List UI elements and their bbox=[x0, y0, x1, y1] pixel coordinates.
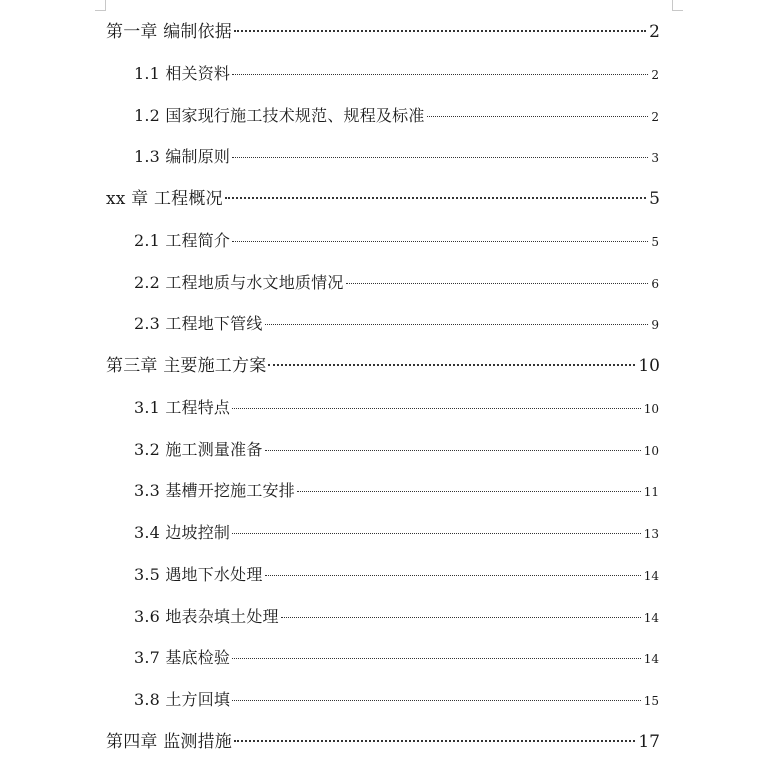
toc-entry-page: 15 bbox=[643, 694, 659, 708]
toc-leader bbox=[265, 449, 641, 451]
toc-entry-page: 14 bbox=[643, 652, 659, 666]
toc-entry[interactable] bbox=[134, 683, 659, 717]
toc-entry-title: 1.1 相关资料 bbox=[134, 64, 231, 83]
toc-leader bbox=[268, 363, 635, 366]
toc-leader bbox=[265, 323, 649, 325]
toc-leader bbox=[427, 115, 649, 117]
toc-entry-title: 3.7 基底检验 bbox=[134, 648, 231, 667]
toc-entry[interactable] bbox=[106, 182, 660, 216]
toc-leader bbox=[234, 739, 635, 742]
toc-entry-page: 10 bbox=[643, 444, 659, 458]
toc-entry[interactable] bbox=[106, 349, 660, 383]
toc-leader bbox=[232, 407, 641, 409]
toc-leader bbox=[346, 282, 649, 284]
toc-leader bbox=[297, 490, 641, 492]
toc-entry-title: 1.2 国家现行施工技术规范、规程及标准 bbox=[134, 106, 425, 125]
toc-entry-page: 9 bbox=[651, 318, 659, 332]
toc-entry[interactable] bbox=[134, 307, 659, 341]
toc-entry-page: 5 bbox=[651, 235, 659, 249]
toc-entry[interactable] bbox=[134, 558, 659, 592]
toc-entry-title: 3.3 基槽开挖施工安排 bbox=[134, 481, 295, 500]
toc-entry-page: 5 bbox=[649, 189, 660, 209]
toc-entry-page: 13 bbox=[643, 527, 659, 541]
toc-leader bbox=[232, 699, 641, 701]
crop-mark-top-right bbox=[672, 0, 683, 11]
toc-entry-page: 10 bbox=[643, 402, 659, 416]
toc-entry-title: 第一章 编制依据 bbox=[106, 22, 233, 42]
toc-entry-title: xx 章 工程概况 bbox=[106, 189, 223, 209]
toc-entry-title: 3.2 施工测量准备 bbox=[134, 440, 263, 459]
toc-entry-page: 2 bbox=[651, 68, 659, 82]
toc-entry-page: 6 bbox=[651, 277, 659, 291]
toc-entry-page: 10 bbox=[638, 356, 660, 376]
toc-entry-page: 3 bbox=[651, 151, 659, 165]
toc-entry[interactable] bbox=[134, 433, 659, 467]
toc-entry-title: 2.3 工程地下管线 bbox=[134, 314, 263, 333]
toc-entry-title: 3.1 工程特点 bbox=[134, 398, 231, 417]
toc-entry-title: 1.3 编制原则 bbox=[134, 147, 231, 166]
toc-entry-title: 3.8 土方回填 bbox=[134, 690, 231, 709]
toc-entry-page: 14 bbox=[643, 611, 659, 625]
crop-mark-top-left bbox=[95, 0, 106, 11]
toc-entry-page: 11 bbox=[643, 485, 659, 499]
toc-leader bbox=[232, 73, 648, 75]
toc-entry[interactable] bbox=[134, 224, 659, 258]
toc-entry-title: 3.5 遇地下水处理 bbox=[134, 565, 263, 584]
toc-leader bbox=[232, 532, 641, 534]
toc-leader bbox=[281, 616, 641, 618]
toc-leader bbox=[225, 196, 646, 199]
toc-leader bbox=[232, 240, 648, 242]
toc-entry[interactable] bbox=[106, 725, 660, 759]
toc-leader bbox=[234, 29, 646, 32]
toc-leader bbox=[232, 156, 648, 158]
toc-entry-page: 17 bbox=[638, 732, 660, 752]
toc-entry-title: 2.2 工程地质与水文地质情况 bbox=[134, 273, 344, 292]
toc-entry[interactable] bbox=[134, 99, 659, 133]
toc-entry-page: 2 bbox=[651, 110, 659, 124]
toc-entry-title: 3.6 地表杂填土处理 bbox=[134, 607, 279, 626]
toc-entry-page: 2 bbox=[649, 22, 660, 42]
toc-entry[interactable] bbox=[134, 474, 659, 508]
toc-entry[interactable] bbox=[106, 15, 660, 49]
toc-leader bbox=[265, 574, 641, 576]
toc-entry[interactable] bbox=[134, 600, 659, 634]
toc-entry-title: 第四章 监测措施 bbox=[106, 732, 233, 752]
toc-entry-title: 2.1 工程简介 bbox=[134, 231, 231, 250]
toc-entry-title: 3.4 边坡控制 bbox=[134, 523, 231, 542]
toc-entry-title: 第三章 主要施工方案 bbox=[106, 356, 267, 376]
toc-entry[interactable] bbox=[134, 266, 659, 300]
toc-entry[interactable] bbox=[134, 140, 659, 174]
toc-entry[interactable] bbox=[134, 57, 659, 91]
toc-entry[interactable] bbox=[134, 641, 659, 675]
toc-entry[interactable] bbox=[134, 391, 659, 425]
toc-entry-page: 14 bbox=[643, 569, 659, 583]
toc-leader bbox=[232, 657, 641, 659]
toc-entry[interactable] bbox=[134, 516, 659, 550]
